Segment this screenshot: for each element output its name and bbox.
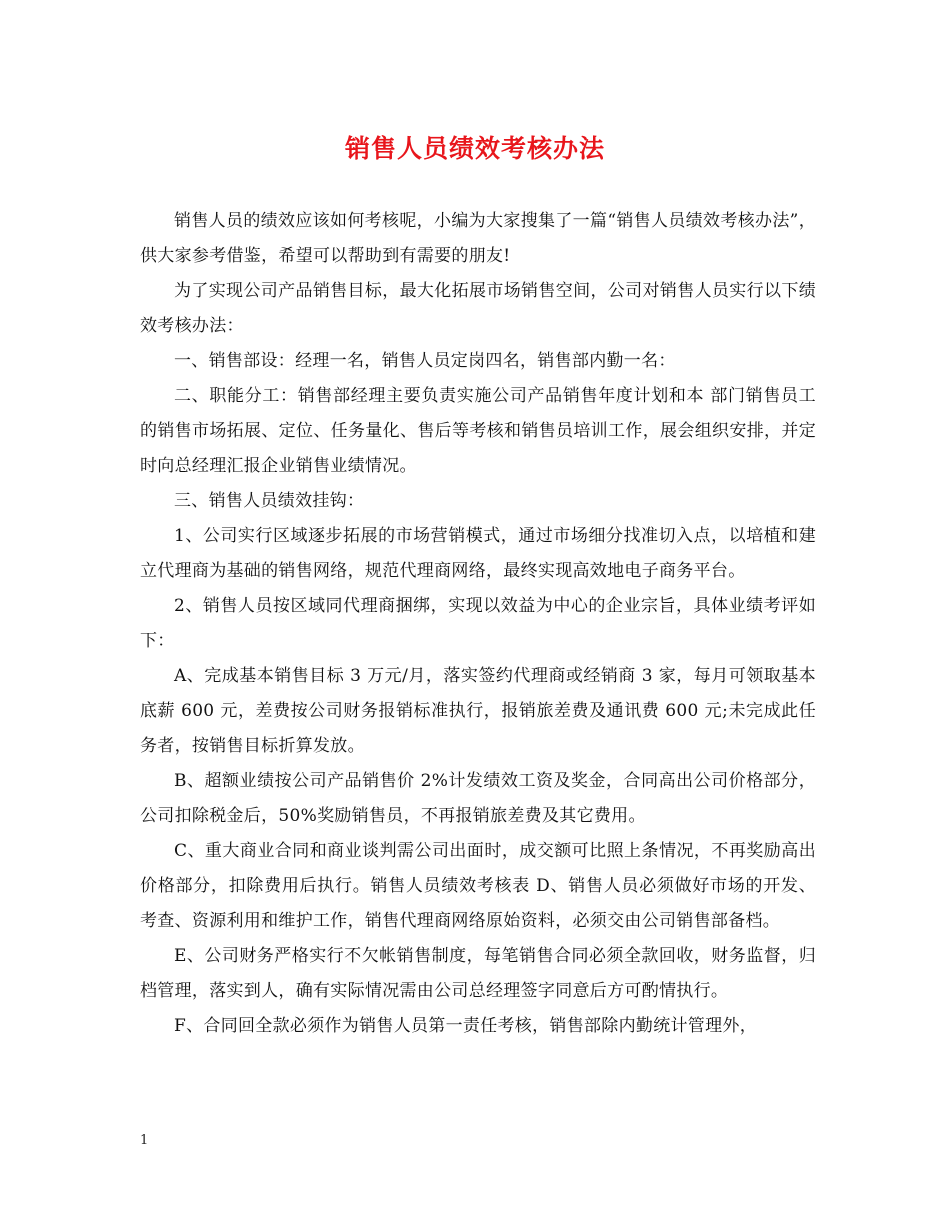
paragraph-item-2: 2、销售人员按区域同代理商捆绑，实现以效益为中心的企业宗旨，具体业绩考评如下：	[140, 596, 816, 651]
paragraph-item-c: C、重大商业合同和商业谈判需公司出面时，成交额可比照上条情况，不再奖励高出价格部分，扣除费用后执行。销售人员绩效考核表 D、销售人员必须做好市场的开发、考查、资源利用和维护工作，销售代理商网络原始资料，必须交由公司销售部备档。	[140, 841, 816, 931]
paragraph-item-b: B、超额业绩按公司产品销售价 2%计发绩效工资及奖金，合同高出公司价格部分，公司扣除税金后，50%奖励销售员，不再报销旅差费及其它费用。	[140, 771, 816, 826]
paragraph-item-a: A、完成基本销售目标 3 万元/月，落实签约代理商或经销商 3 家，每月可领取基本底薪 600 元，差费按公司财务报销标准执行，报销旅差费及通讯费 600 元;未完成此任务者，按销售目标折算发放。	[140, 666, 816, 756]
document-title: 销售人员绩效考核办法	[344, 134, 605, 163]
paragraph-item-f: F、合同回全款必须作为销售人员第一责任考核，销售部除内勤统计管理外，	[174, 1016, 757, 1036]
document-body	[140, 204, 816, 1044]
paragraph-section-3: 三、销售人员绩效挂钩：	[174, 491, 365, 511]
paragraph-section-2: 二、职能分工：销售部经理主要负责实施公司产品销售年度计划和本 部门销售员工的销售市场拓展、定位、任务量化、售后等考核和销售员培训工作，展会组织安排，并定时向总经理汇报企业销售业绩情况。	[140, 386, 816, 476]
page-number: 1	[140, 1133, 149, 1148]
paragraph-item-1: 1、公司实行区域逐步拓展的市场营销模式，通过市场细分找准切入点，以培植和建立代理商为基础的销售网络，规范代理商网络，最终实现高效地电子商务平台。	[140, 526, 816, 581]
paragraph-intro: 销售人员的绩效应该如何考核呢，小编为大家搜集了一篇“销售人员绩效考核办法”，供大家参考借鉴，希望可以帮助到有需要的朋友!	[140, 211, 816, 266]
paragraph-purpose: 为了实现公司产品销售目标，最大化拓展市场销售空间，公司对销售人员实行以下绩效考核办法：	[140, 281, 816, 336]
paragraph-item-e: E、公司财务严格实行不欠帐销售制度，每笔销售合同必须全款回收，财务监督，归档管理，落实到人，确有实际情况需由公司总经理签字同意后方可酌情执行。	[140, 946, 816, 1001]
paragraph-section-1: 一、销售部设：经理一名，销售人员定岗四名，销售部内勤一名：	[174, 351, 676, 371]
